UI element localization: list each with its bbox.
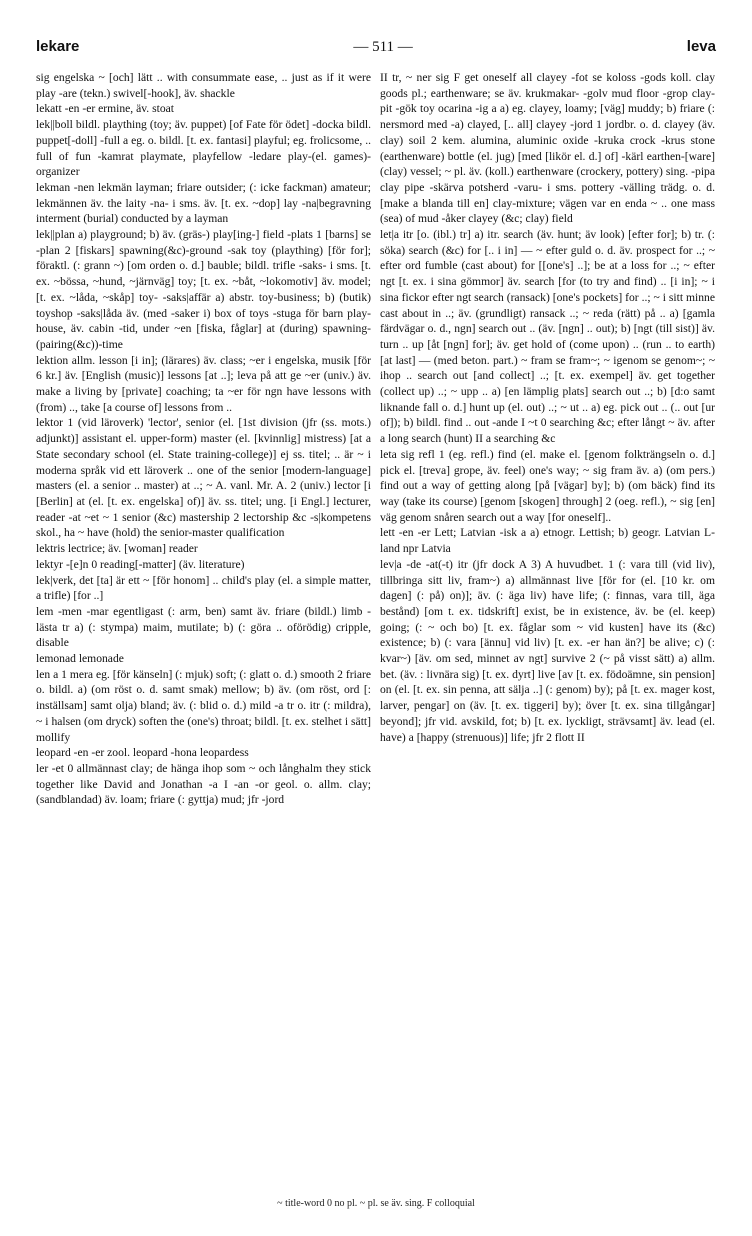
entry-paragraph: lek||plan a) playground; b) äv. (gräs-) play[ing-] field -plats 1 [barns] se -plan 2 [fiskars] spawning(&c)-ground -sak toy (plaything) [för for]; föraktl. (: grann ~) [om orden o. d.] bauble; bildl. trifle -saks- i sms. [t. ex. ~bössa, ~hund, ~järnväg] toy; [t. ex. ~båt, ~lokomotiv] äv. model; [t. ex. ~låda, ~skåp] toy- -saks|affär a) abstr. toy-business; b) (butik) toyshop -saks|låda äv. (med -saker i) box of toys -stuga för barn play-house, äv. cabin -tid, under ~en [fiska, fåglar] at (during) spawning-(pairing(&c))-time [36,228,371,351]
header-right-guide-word: leva [686,38,716,55]
entry-paragraph: lektion allm. lesson [i in]; (lärares) äv. class; ~er i engelska, musik [för 6 kr.] äv. [English (music)] lessons [at ..]; leva på att ge ~er (univ.) äv. make a living by [private] coaching; ta ~er för ngn have lessons with (from) .., take [a course of] lessons from .. [36,353,371,414]
entry-paragraph: leopard -en -er zool. leopard -hona leopardess [36,746,249,760]
entry-paragraph: lett -en -er Lett; Latvian -isk a a) etnogr. Lettish; b) geogr. Latvian L-land npr Latvia [380,526,715,556]
entry-paragraph: lektor 1 (vid läroverk) 'lector', senior (el. [1st division (jfr (ss. mots.) adjunkt)] assistant el. upper-form) master (el. [kvinnlig] mistress) [at a State secondary school (el. State training-college)] ej ss. titel; .. är ~ i moderna språk vid ett läroverk .. one of the senior [modern-language] masters (el. a senior .. master) at ..; ~ A. vanl. Mr. A. 2 (univ.) lector [i [Berlin] at (el. [t. ex. engelska] of)] äv. ss. titel; ung. [i Engl.] lecturer, reader -at ~et ~ 1 senior (&c) mastership 2 lectorship &c -s|kompetens skol., ha ~ have (hold) the senior-master qualification [36,416,371,540]
header-left-guide-word: lekare [36,38,80,55]
entry-paragraph: lek|verk, det [ta] är ett ~ [för honom] .. child's play (el. a simple matter, a trifle) [for ..] [36,573,371,603]
entry-paragraph: lem -men -mar egentligast (: arm, ben) samt äv. friare (bildl.) limb -lästa tr a) (: stympa) maim, mutilate; b) (: göra .. oförödig) cripple, disable [36,604,371,650]
entry-paragraph: len a 1 mera eg. [för känseln] (: mjuk) soft; (: glatt o. d.) smooth 2 friare o. bildl. a) (om röst o. d. samt smak) mellow; b) äv. (om röst, ord [: inställsam] samt olja) bland; äv. (: blid o. d.) mild -a tr o. itr (: mildra), ~ i halsen (om dryck) soften the (one's) throat; bildl. [t. ex. stelhet i sätt] mollify [36,667,371,744]
entry-paragraph: lek||boll bildl. plaything (toy; äv. puppet) [of Fate för ödet] -docka bildl. puppet[-doll] -full a eg. o. bildl. [t. ex. fantasi] playful; eg. frolicsome, .. full of fun -kamrat playmate, playfellow -ledare play-(el. games)-organizer [36,118,371,179]
entry-paragraph: leta sig refl 1 (eg. refl.) find (el. make el. [genom folkträngseln o. d.] pick el. [treva] grope, äv. feel) one's way; ~ sig fram äv. a) (om pers.) find out a way of getting along [på [vägar] by]; b) (om bäck) find its way (take its course) [genom [skogen] through] 2 (oeg. refl.), ~ sig [en] väg genom snåren search out a way [for oneself].. [380,447,715,524]
entry-paragraph: II tr, ~ ner sig F get oneself all clayey -fot se koloss -gods koll. clay goods pl.; earthenware; se äv. krukmakar- -golv mud floor -grop clay-pit -gök toy ocarina -ig a a) eg. clayey, loamy; [väg] muddy; b) friare (: nersmord med -a) clayed, [.. all] clayey -jord 1 jordbr. o. d. clayey (äv. clay) soil 2 kem. alumina, aluminic oxide -kruka crock -krus stone (earthenware) bottle (el. jug) [med [likör el. d.] of] -kärl earthen-[ware] (clay) vessel; ~ pl. äv. (koll.) earthenware (crockery, pottery) sing. -pipa clay pipe -skärva potsherd -varu- i sms. pottery -välling trädg. o. d. [make a blanda till en] clay-mixture; vägen var en enda ~ .. one mass (sea) of mud -åker clayey (&c; clay) field [380,71,715,226]
left-column [36,70,371,1180]
abbreviation-footer: ~ title-word 0 no pl. ~ pl. se äv. sing. F colloquial [277,1198,475,1209]
entry-paragraph: let|a itr [o. (ibl.) tr] a) itr. search (äv. hunt; äv look) [efter for]; b) tr. (: söka) search (&c) for [.. i in] — ~ efter guld o. d. äv. prospect for ..; ~ efter ord fumble (cast about) for [[one's] ..]; be at a loss for ..; ~ efter ngt [t. ex. i sina gömmor] äv. search [for (to try and find) .. [i in]; ~ i sina fickor efter ngt search (ransack) [one's pockets] for ..; ~ i sitt minne cast about in ..; äv. (grundligt) ransack ..; ~ reda (rätt) på .. a) [gamla färdvägar o. d., ngn] search out .. (äv. [ngn] .. out); b) [ngt (till sist)] äv. turn .. up [åt [ngn] for]; äv. get hold of (come upon) .. (run .. to earth) [at last] — (med beton. part.) ~ fram se fram~; ~ igenom se genom~; ~ ihop .. search out [and collect] ..; [t. ex. exempel] äv. get together (collect up) ..; ~ upp .. a) [en lämplig plats] search out ..; b) [d:o samt liknande fall o. d.] hunt up (el. out) ..; ~ ut .. a) eg. pick out .. (.. out [ur of]); b) bildl. find .. out -ande I ~t 0 searching &c; efter långt ~ äv. after a long search (hunt) II a searching &c [380,228,715,446]
entry-paragraph: lektris lectrice; äv. [woman] reader [36,542,198,556]
entry-paragraph: lektyr -[e]n 0 reading[-matter] (äv. literature) [36,557,245,571]
entry-paragraph: lev|a -de -at(-t) itr (jfr dock A 3) A huvudbet. 1 (: vara till (vid liv), tillbringa sitt liv, fram~) a) allmännast live [för for (el. [10 kr. om dagen] (: på) on)]; äv. (: äga liv) have life; (: finnas, vara till, äga bestånd) [om t. ex. tidskrift] exist, be in existence, äv. be (el. keep) going; (: ~ och bo) [t. ex. fåglar som ~ vid kusten] have its (&c) existence; b) (: vara [ännu] vid liv) [t. ex. -er han än?] be alive; c) (: kvar~) [äv. om sed, minnet av ngt] survive 2 (~ på visst sätt) a) allm. bet. (äv. : livnära sig) [t. ex. dyrt] live [av [t. ex. födoämne, sin pension] on (el. [t. ex. sin penna, att sälja ..] (: genom) by); på [t. ex. mager kost, larver, pengar] on (äv. [t. ex. tiggeri] by); över [t. ex. sina tillgångar] beyond]; jfr vid. avskild, fot; b) [t. ex. lyckligt, strävsamt] äv. lead (el. have) a [happy (strenuous)] life; jfr 2 flott II [380,557,715,744]
entry-paragraph: lemonad lemonade [36,652,124,666]
entry-paragraph: lekman -nen lekmän layman; friare outsider; (: icke fackman) amateur; lekmännen äv. the laity -na- i sms. äv. [t. ex. ~dop] lay -na|begravning interment (burial) conducted by a layman [36,180,371,226]
entry-paragraph: sig engelska ~ [och] lätt .. with consummate ease, .. just as if it were play -are (tekn.) swivel[-hook], äv. shackle [36,71,371,100]
entry-paragraph: ler -et 0 allmännast clay; de hänga ihop som ~ och långhalm they stick together like David and Jonathan -a I -an -or geol. o. allm. clay; (sandblandad) äv. loam; friare (: gyttja) mud; jfr -jord [36,761,371,807]
right-column [380,70,715,1180]
entry-paragraph: lekatt -en -er ermine, äv. stoat [36,102,174,116]
page-number: — 511 — [353,39,413,55]
page-header [36,38,716,62]
